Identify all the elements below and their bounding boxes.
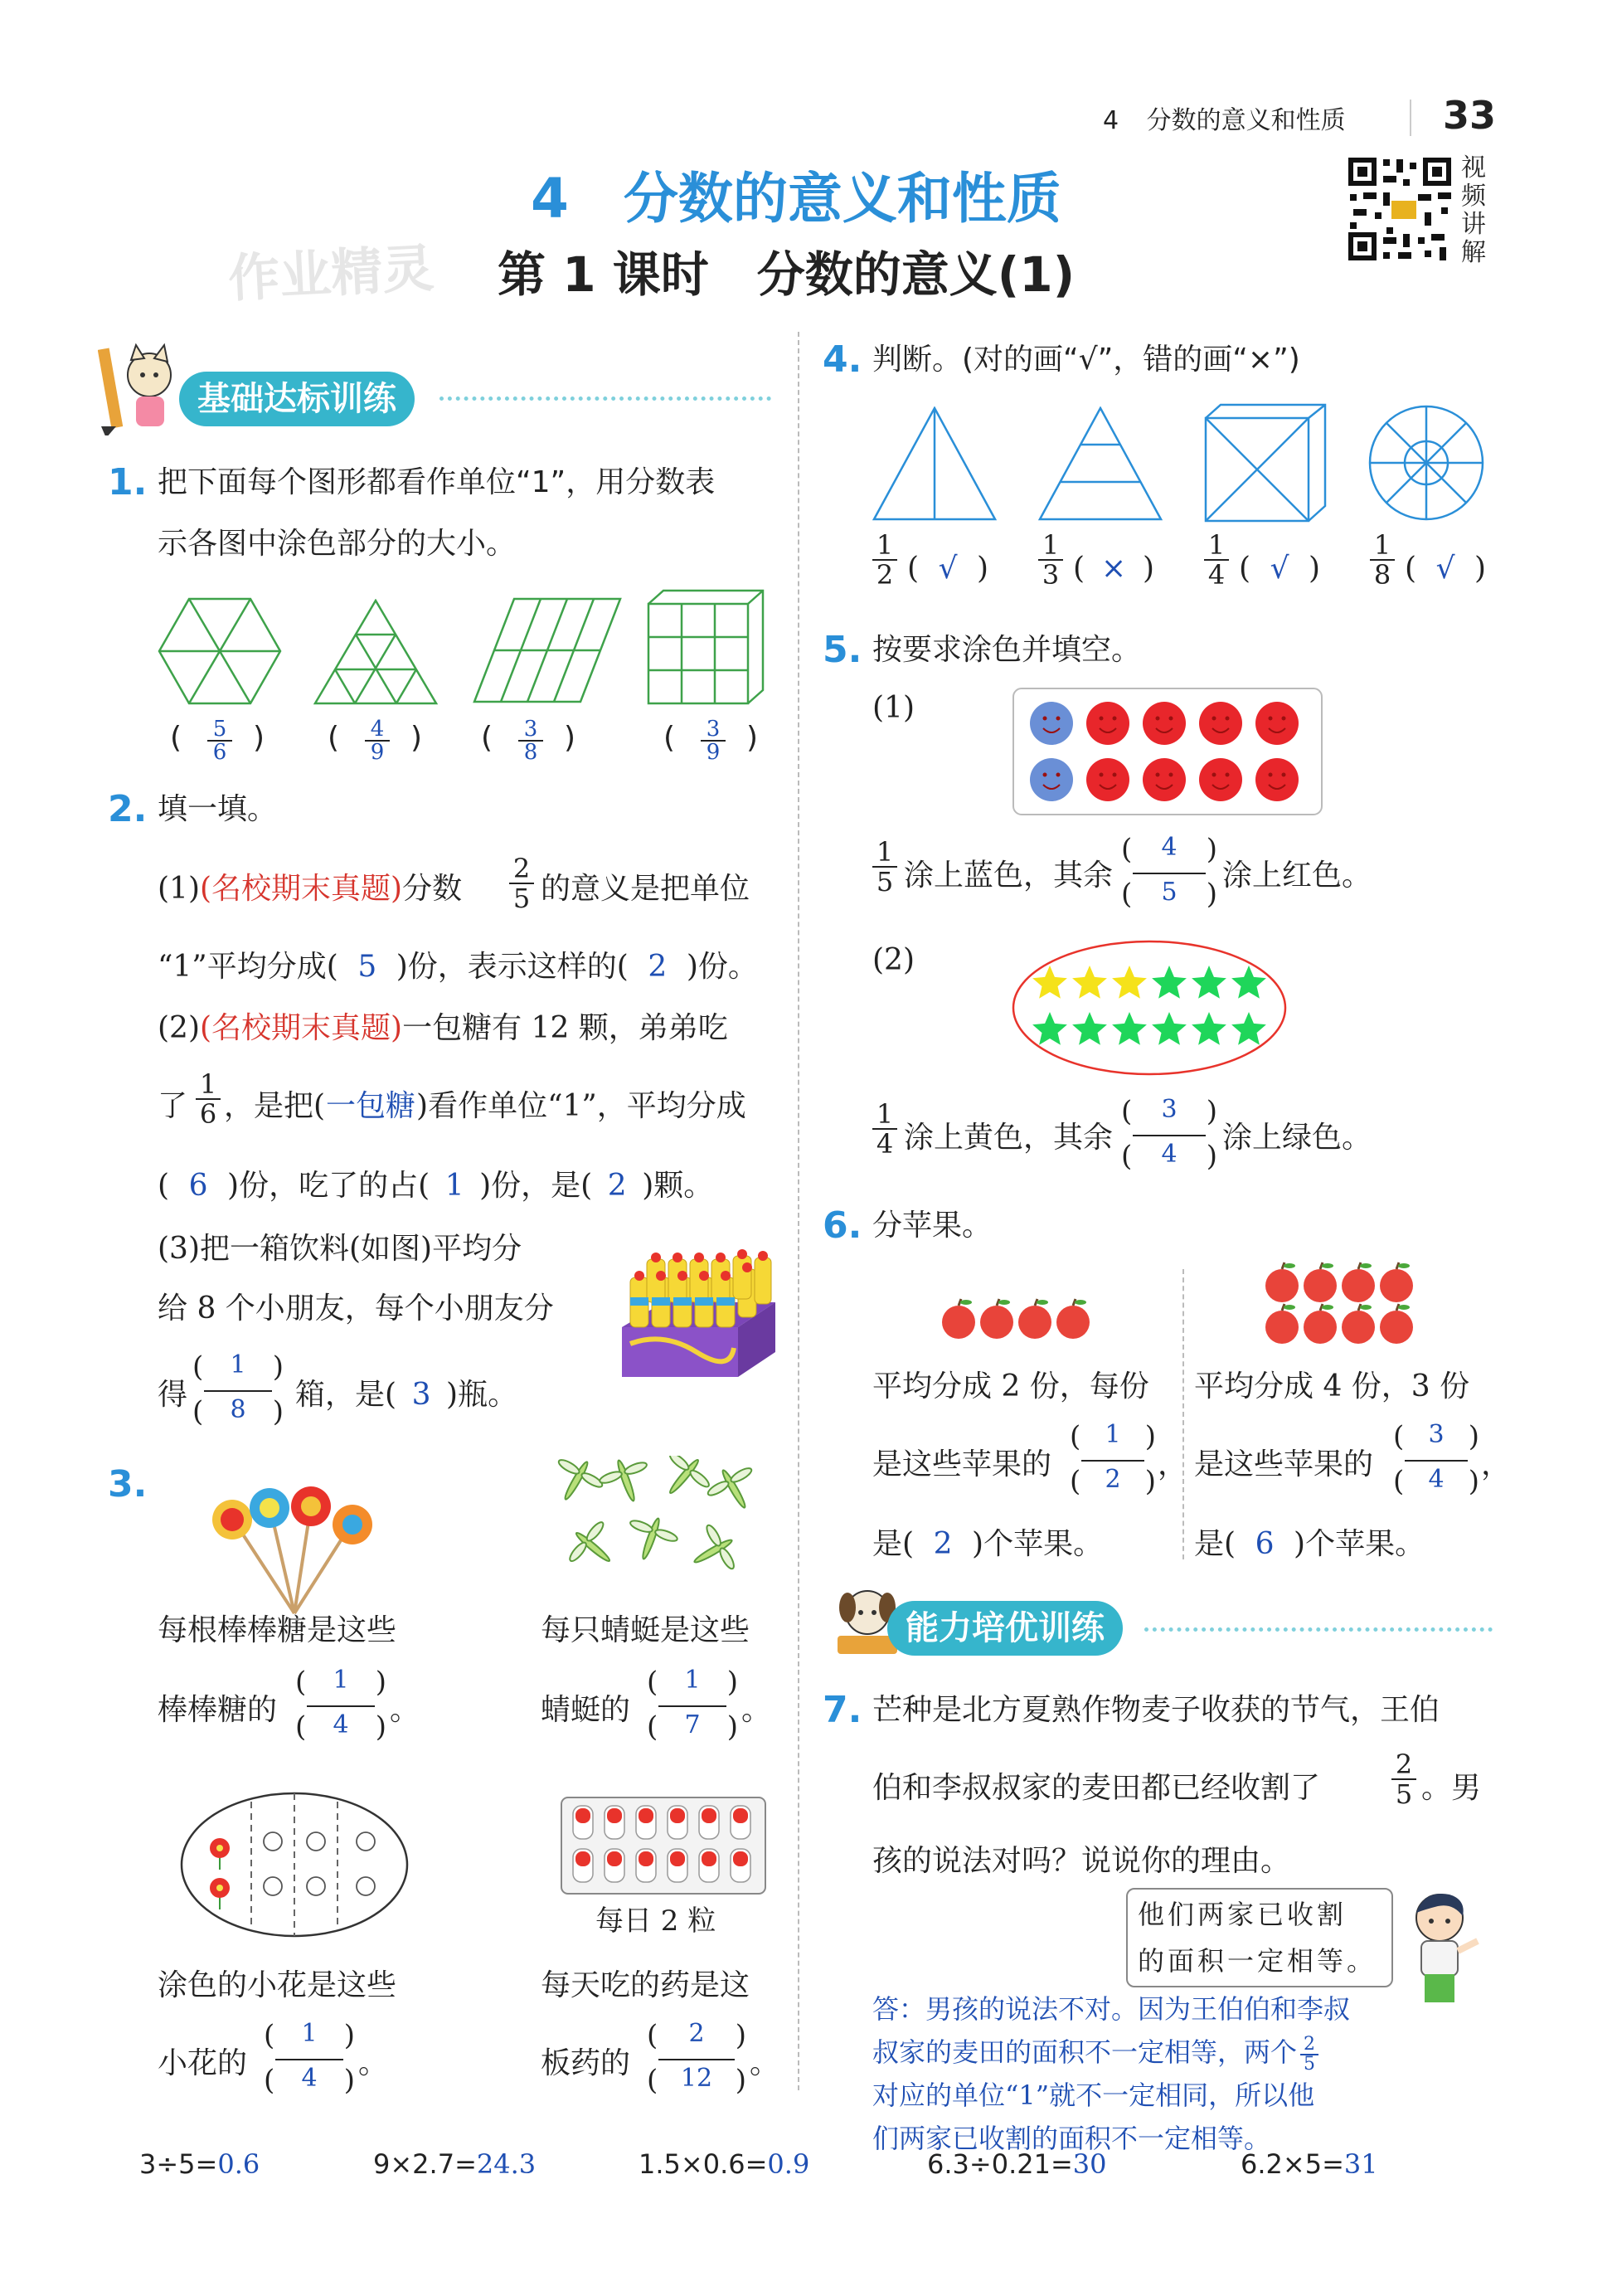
q2-p2-fraction: 1 6: [196, 1070, 221, 1128]
q1-answer-paren-3-close: ): [564, 721, 576, 755]
q7-answer-line2: 叔家的麦田的面积不一定相等，两个 $\frac{2}{5}$: [872, 2031, 1350, 2074]
section-dots: [1144, 1627, 1493, 1632]
q5-p2-answer-fraction: ( ) 3 ( ) 4: [1121, 1095, 1217, 1173]
q3-d-answer-fraction: ( ) 2 ( ) 12: [647, 2019, 746, 2097]
q1-answer-paren-2-close: ): [410, 721, 423, 755]
q3-d-period: 。: [750, 2046, 780, 2080]
pill-icon: [605, 1806, 624, 1839]
q1-answer-paren-4-close: ): [746, 721, 759, 755]
q4-fraction-4: 1 8: [1370, 531, 1395, 589]
q4-mark-4: ( √ ): [1405, 552, 1487, 586]
q4-mark-2: ( × ): [1073, 552, 1155, 586]
q3-a-period: 。: [390, 1693, 420, 1727]
q3-a-answer-fraction: ( ) 1 ( ) 4: [295, 1666, 386, 1744]
q2-p1-text-b: 的意义是把单位: [541, 872, 750, 906]
section-basic-badge: 基础达标训练: [179, 372, 415, 426]
watermark-logo: 作业精灵: [226, 237, 436, 309]
q5-p1-fraction: 1 5: [872, 838, 897, 896]
q1-text-line1: 把下面每个图形都看作单位“1”，用分数表: [158, 465, 716, 499]
pill-icon: [573, 1849, 593, 1882]
q2-p3-line3-a: 得: [158, 1378, 188, 1412]
q4-fraction-3: 1 4: [1204, 531, 1229, 589]
q6-a-line1: 平均分成 2 份，每份: [872, 1369, 1149, 1403]
q5-p2-label: (2): [872, 943, 915, 977]
q1-text-line2: 示各图中涂色部分的大小。: [158, 527, 517, 561]
q6-a-comma: ，: [1158, 1447, 1188, 1481]
q4-title: 判断。(对的画“√”，错的画“×”): [872, 343, 1300, 377]
q1-number: 1.: [108, 461, 148, 503]
apple-icon: [1304, 1304, 1337, 1344]
q4-number: 4.: [823, 338, 862, 381]
q5-p1-label: (1): [872, 691, 915, 725]
smiley-face: [1255, 758, 1299, 801]
chapter-title: 4 分数的意义和性质: [531, 167, 1061, 231]
chapter-num: 4: [1103, 106, 1119, 135]
footer-calc-1: 3÷5=0.6: [139, 2148, 260, 2180]
smiley-face: [1086, 758, 1129, 801]
q1-answer-paren-4: (: [663, 721, 676, 755]
q1-answer-4: 3 9: [701, 718, 726, 763]
q7-answer-line1: 答：男孩的说法不对。因为王伯伯和李叔: [872, 1993, 1351, 2025]
section-ability-badge: 能力培优训练: [887, 1601, 1123, 1656]
smiley-face: [1030, 702, 1073, 745]
q6-title: 分苹果。: [872, 1209, 993, 1243]
q6-a-line3: 是( 2 )个苹果。: [872, 1527, 1104, 1561]
q2-p2-line1: (2)(名校期末真题)一包糖有 12 颗，弟弟吃: [158, 1011, 728, 1045]
q5-p1-answer-fraction: ( ) 4 ( ) 5: [1121, 833, 1217, 911]
video-label-char: 讲: [1461, 210, 1486, 239]
q5-p1-text-a: 涂上蓝色，其余: [904, 859, 1114, 893]
q3-b-answer-fraction: ( ) 1 ( ) 7: [647, 1666, 738, 1744]
column-divider: [798, 332, 799, 2090]
q1-answer-paren-1-close: ): [253, 721, 265, 755]
q2-number: 2.: [108, 788, 148, 830]
q2-p2-line2-a: 了: [158, 1089, 188, 1123]
q1-parallelogram-figure: [473, 597, 622, 705]
q6-a-line2: 是这些苹果的: [872, 1447, 1052, 1481]
q3-a-line2: 棒棒糖的: [158, 1693, 278, 1727]
apple-icon: [1342, 1262, 1375, 1302]
video-label-char: 解: [1461, 238, 1486, 267]
q4-triangle-half: [872, 406, 997, 523]
section-dots: [439, 396, 771, 401]
q4-circle-eighths: [1367, 403, 1486, 523]
pill-icon: [605, 1849, 624, 1882]
q3-c-line1: 涂色的小花是这些: [158, 1968, 397, 2002]
q6-apples-8: [1260, 1261, 1418, 1352]
q3-d-line2: 板药的: [541, 2046, 631, 2080]
q5-stars-oval: [1010, 937, 1289, 1078]
q4-fraction-2: 1 3: [1038, 531, 1063, 589]
pill-icon: [668, 1806, 687, 1839]
q7-answer: [872, 1987, 1350, 2160]
q5-p2-text-a: 涂上黄色，其余: [904, 1121, 1114, 1155]
q7-answer-line3: 对应的单位“1”就不一定相同，所以他: [872, 2080, 1315, 2111]
q6-apples-4: [937, 1294, 1103, 1344]
q6-b-line2: 是这些苹果的: [1194, 1447, 1374, 1481]
q1-answer-paren-3: (: [481, 721, 493, 755]
pill-caption: 每日 2 粒: [595, 1904, 716, 1938]
lollipops-image: [207, 1485, 381, 1617]
pill-icon: [699, 1806, 719, 1839]
q7-line3: 孩的说法对吗？说说你的理由。: [872, 1844, 1291, 1878]
q7-fraction: 2 5: [1391, 1750, 1416, 1808]
q1-triangle-figure: [313, 599, 438, 707]
smiley-face: [1086, 702, 1129, 745]
q2-p3-line1: (3)把一箱饮料(如图)平均分: [158, 1232, 522, 1266]
q3-b-line1: 每只蜻蜓是这些: [541, 1613, 750, 1647]
drink-crate-image: [614, 1228, 779, 1385]
smiley-face: [1199, 758, 1242, 801]
q5-p2-text-b: 涂上绿色。: [1222, 1121, 1372, 1155]
flowers-oval-image: [178, 1790, 410, 1939]
q1-cube-figure: [647, 589, 771, 705]
apple-icon: [1304, 1262, 1337, 1302]
q3-c-period: 。: [358, 2046, 389, 2080]
q1-answer-2: 4 9: [365, 718, 390, 763]
q1-hexagon-figure: [158, 597, 282, 705]
q1-answer-1: 5 6: [207, 718, 232, 763]
q1-answer-paren-1: (: [170, 721, 182, 755]
smiley-face: [1143, 758, 1186, 801]
footer-calc-2: 9×2.7=24.3: [373, 2148, 537, 2180]
apple-icon: [1265, 1304, 1299, 1344]
page-number: 33: [1443, 93, 1497, 138]
q5-smiley-box: [1012, 687, 1323, 816]
q6-a-answer-fraction: ( ) 1 ( ) 2: [1070, 1420, 1156, 1498]
q2-p3-line2: 给 8 个小朋友，每个小朋友分: [158, 1292, 554, 1326]
q7-line2-b: 。男: [1421, 1771, 1482, 1805]
apple-icon: [980, 1299, 1013, 1339]
apple-icon: [1380, 1262, 1413, 1302]
apple-icon: [942, 1299, 975, 1339]
q2-p2-line3: ( 6 )份，吃了的占( 1 )份，是( 2 )颗。: [158, 1169, 714, 1203]
apple-icon: [1380, 1304, 1413, 1344]
q7-number: 7.: [823, 1689, 862, 1731]
q3-b-period: 。: [741, 1693, 772, 1727]
q7-answer-line4: 们两家已收割的面积不一定相等。: [872, 2123, 1271, 2154]
q1-answer-3: 3 8: [518, 718, 543, 763]
pill-icon: [699, 1849, 719, 1882]
pill-icon: [668, 1849, 687, 1882]
footer-calc-4: 6.3÷0.21=30: [927, 2148, 1107, 2180]
video-lecture-label[interactable]: [1459, 154, 1488, 267]
q4-mark-3: ( √ ): [1239, 552, 1321, 586]
q2-title: 填一填。: [158, 792, 278, 826]
bubble-line2: 的面积一定相等。: [1138, 1945, 1377, 1977]
q6-b-answer-fraction: ( ) 3 ( ) 4: [1393, 1420, 1479, 1498]
footer-calc-5: 6.2×5=31: [1241, 2148, 1378, 2180]
pill-icon: [636, 1806, 656, 1839]
q7-line2-a: 伯和李叔叔家的麦田都已经收割了: [872, 1771, 1321, 1805]
q4-mark-1: ( √ ): [907, 552, 989, 586]
apple-icon: [1265, 1262, 1299, 1302]
q2-p1-fraction: 2 5: [509, 854, 534, 912]
smiley-face: [1199, 702, 1242, 745]
q2-p2-line2-rest: ，是把(一包糖)看作单位“1”，平均分成: [224, 1089, 746, 1123]
q4-fraction-1: 1 2: [872, 531, 897, 589]
footer-calc-3: 1.5×0.6=0.9: [639, 2148, 810, 2180]
q2-p3-answer-fraction: ( ) 1 ( ) 8: [192, 1350, 284, 1428]
q2-p1-line2: “1”平均分成( 5 )份，表示这样的( 2 )份。: [158, 950, 758, 984]
q2-p3-line3-rest: 箱，是( 3 )瓶。: [295, 1378, 518, 1412]
pill-icon: [636, 1849, 656, 1882]
q5-p1-text-b: 涂上红色。: [1222, 859, 1372, 893]
pill-pack-image: [560, 1796, 767, 1895]
lesson-title: 第 1 课时 分数的意义(1): [498, 246, 1076, 303]
pill-icon: [573, 1806, 593, 1839]
q7-line1: 芒种是北方夏熟作物麦子收获的节气，王伯: [872, 1693, 1440, 1727]
q4-cube-diagonals: [1204, 403, 1328, 523]
q3-c-answer-fraction: ( ) 1 ( ) 4: [264, 2019, 355, 2097]
q4-triangle-strips: [1038, 406, 1163, 523]
pill-icon: [731, 1849, 750, 1882]
video-label-char: 频: [1461, 182, 1486, 211]
running-header: [1103, 103, 1346, 139]
bubble-line1: 他们两家已收割: [1138, 1899, 1348, 1930]
q3-a-line1: 每根棒棒糖是这些: [158, 1613, 397, 1647]
boy-image: [1391, 1888, 1483, 2012]
q1-answer-paren-2: (: [328, 721, 340, 755]
dragonflies-image: [551, 1456, 759, 1597]
q6-b-line3: 是( 6 )个苹果。: [1194, 1527, 1425, 1561]
q5-p2-fraction: 1 4: [872, 1100, 897, 1158]
smiley-face: [1255, 702, 1299, 745]
cat-pencil-icon: [98, 340, 189, 435]
q3-b-line2: 蜻蜓的: [541, 1693, 631, 1727]
q3-d-line1: 每天吃的药是这: [541, 1968, 750, 2002]
boy-speech-bubble: [1126, 1888, 1393, 1987]
video-label-char: 视: [1461, 153, 1486, 182]
apple-icon: [1056, 1299, 1090, 1339]
chapter-name: 分数的意义和性质: [1146, 106, 1346, 135]
apple-icon: [1342, 1304, 1375, 1344]
q3-number: 3.: [108, 1463, 148, 1506]
q5-title: 按要求涂色并填空。: [872, 633, 1142, 667]
smiley-face: [1143, 702, 1186, 745]
q6-b-line1: 平均分成 4 份，3 份: [1194, 1369, 1470, 1403]
q6-number: 6.: [823, 1204, 862, 1247]
pill-icon: [731, 1806, 750, 1839]
apple-icon: [1018, 1299, 1051, 1339]
q6-b-comma: ，: [1481, 1447, 1512, 1481]
q6-divider: [1182, 1269, 1184, 1559]
smiley-face: [1030, 758, 1073, 801]
q3-c-line2: 小花的: [158, 2046, 248, 2080]
q5-number: 5.: [823, 629, 862, 671]
q2-p1-line1: (1)(名校期末真题)分数: [158, 872, 463, 906]
qr-code-icon[interactable]: [1345, 154, 1454, 264]
header-divider: [1410, 100, 1411, 136]
